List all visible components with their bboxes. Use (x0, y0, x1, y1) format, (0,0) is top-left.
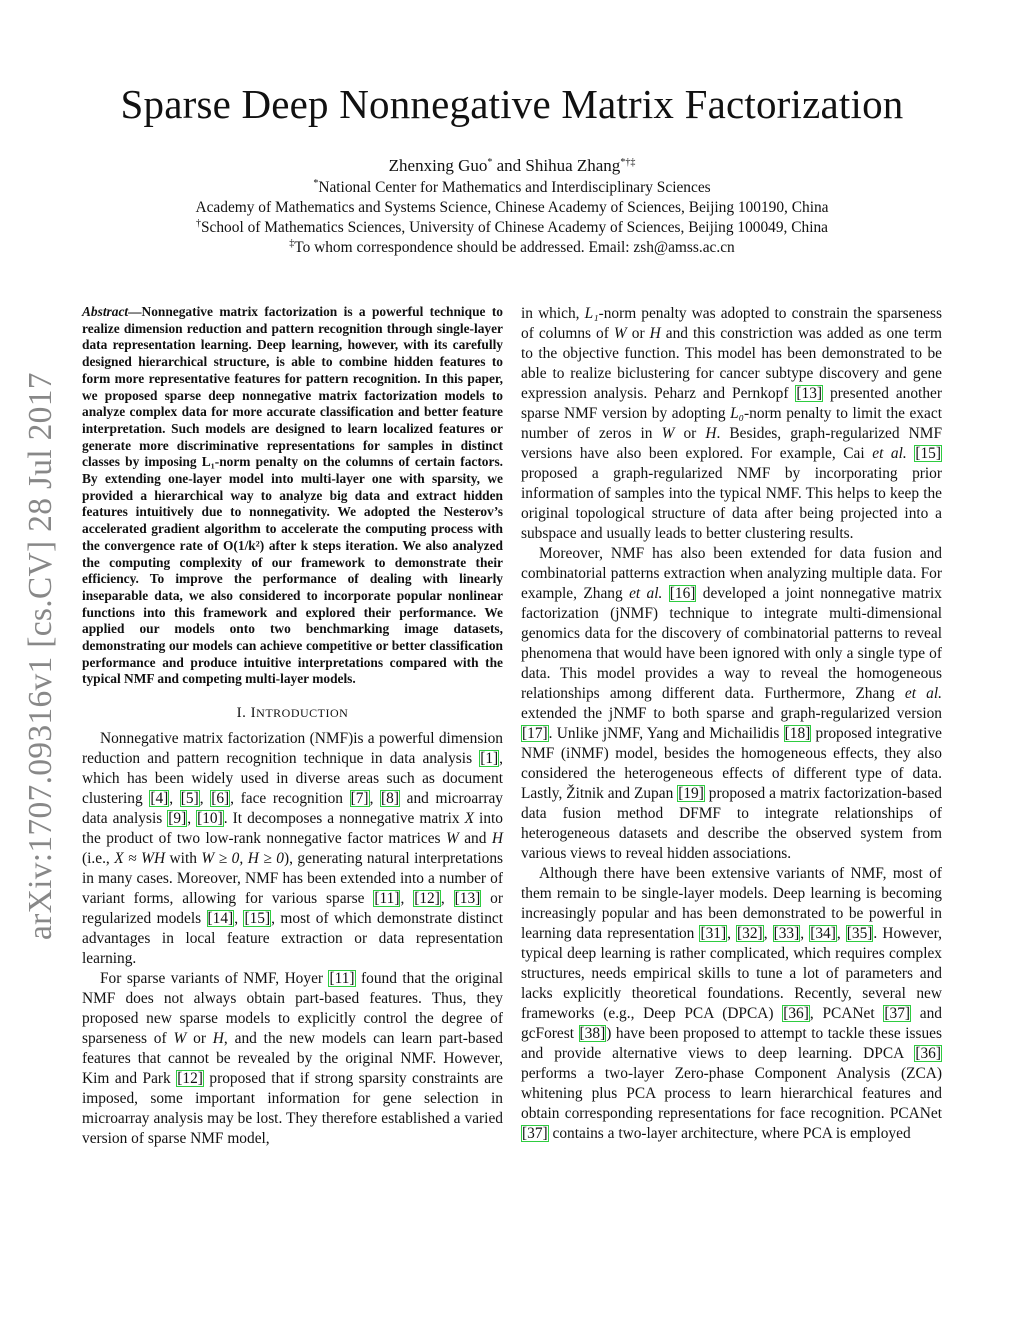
paper-title: Sparse Deep Nonnegative Matrix Factorization (120, 81, 904, 127)
body-text: . However, typical deep learning is rather complicated, which requires complex structures, needs empirical skills to tune a lot of parameters and lacks explicitly theoretical foundations. Recently, several new frameworks (e.g., Deep PCA (DPCA) (521, 925, 942, 1022)
body-text: in which, (521, 305, 585, 322)
citation-link[interactable]: [13] (796, 385, 823, 402)
body-text: , (763, 925, 773, 942)
citation-link[interactable]: [13] (454, 890, 481, 908)
body-text: , most of which demonstrate distinct advantages in local feature extraction or data representation learning. (82, 910, 503, 968)
body-text: , face recognition (230, 790, 350, 808)
body-text: . Besides, graph-regularized NMF versions have also been explored. For example, Cai (521, 425, 943, 462)
citation-link[interactable]: [14] (207, 910, 234, 928)
right-body-text (521, 304, 942, 1144)
body-text: and (458, 830, 492, 848)
body-text: or regularized models (82, 890, 504, 928)
body-text: , (187, 810, 197, 828)
math-symbol: L₁ (584, 305, 599, 322)
abstract-label: Abstract (82, 304, 129, 319)
math-symbol: H (212, 1030, 224, 1048)
body-text: , (727, 925, 737, 942)
affiliation-4-text: To whom correspondence should be addressed. Email: zsh@amss.ac.cn (294, 239, 735, 256)
body-text: and microarray data analysis (82, 790, 503, 828)
right-column (521, 304, 942, 1144)
citation-link[interactable]: [32] (737, 925, 763, 942)
body-text: , (234, 910, 244, 928)
body-text: performs a two-layer Zero-phase Component Analysis (ZCA) whitening plus PCA process to learn hierarchical features and obtain corresponding representations for face recognition. PCANet (521, 1065, 942, 1122)
paragraph (82, 729, 503, 969)
body-text: or (674, 425, 706, 442)
affiliation-3-mark: † (195, 218, 201, 229)
affiliation-1-mark: * (313, 178, 319, 189)
citation-link[interactable]: [17] (522, 725, 548, 742)
citation-link[interactable]: [37] (884, 1005, 911, 1022)
body-text: -norm penalty was adopted to constrain the sparseness of columns of (521, 305, 942, 342)
citation-link[interactable]: [34] (810, 925, 836, 942)
math-symbol: W (661, 425, 675, 442)
affiliation-2-text: Academy of Mathematics and Systems Science, Chinese Academy of Sciences, Beijing 100190, China (195, 199, 829, 216)
citation-link[interactable]: [16] (669, 585, 696, 602)
body-text: or (626, 325, 650, 342)
body-text: proposed integrative NMF (iNMF) model, besides the homogeneous effects, they also considered the heterogeneous effects of different type of data. Lastly, Žitnik and Zupan (521, 725, 942, 802)
body-text: , (199, 790, 211, 808)
body-text: contains a two-layer architecture, where PCA is employed (548, 1125, 911, 1142)
citation-link[interactable]: [11] (374, 890, 400, 908)
citation-link[interactable]: [36] (783, 1005, 809, 1022)
citation-link[interactable]: [35] (846, 925, 873, 942)
math-symbol: H (491, 830, 504, 848)
paragraph (521, 544, 942, 864)
author-2: Shihua Zhang (525, 156, 621, 175)
math-symbol: X ≈ WH (114, 850, 166, 868)
affiliation-3-text: School of Mathematics Sciences, University of Chinese Academy of Sciences, Beijing 100049, China (200, 219, 829, 236)
citation-link[interactable]: [36] (915, 1045, 941, 1062)
body-text (662, 585, 668, 602)
citation-link[interactable]: [8] (381, 790, 399, 808)
body-text: -norm penalty to limit the exact number of zeros in (521, 405, 942, 442)
math-symbol: H (705, 425, 717, 442)
body-text: ), generating natural interpretations in many cases. Moreover, NMF has been extended into a number of variant forms, allowing for various sparse (82, 850, 504, 908)
math-symbol: W (613, 325, 627, 342)
section-title-cap: I (250, 705, 257, 722)
affiliation-4 (0, 238, 1024, 258)
citation-link[interactable]: [31] (700, 925, 727, 942)
citation-link[interactable]: [7] (350, 790, 369, 808)
math-symbol: et al. (904, 685, 942, 702)
body-text: found that the original NMF does not always obtain part-based features. Thus, they proposed new sparse models to explicitly control the degree of sparseness of (82, 970, 503, 1048)
body-text: presented another sparse NMF version by adopting (521, 385, 942, 422)
citation-link[interactable]: [37] (522, 1125, 548, 1142)
left-body-text (82, 729, 503, 1149)
paragraph (82, 969, 503, 1149)
affiliation-1-text: National Center for Mathematics and Interdisciplinary Sciences (318, 179, 711, 196)
paragraph (521, 304, 942, 544)
body-text: Nonnegative matrix factorization (NMF)is a powerful dimension reduction and pattern recognition technique in data analysis (82, 730, 503, 768)
author-1-mark: * (487, 157, 493, 168)
math-symbol: X (464, 810, 475, 828)
section-title-rest: NTRODUCTION (256, 706, 349, 721)
citation-link[interactable]: [5] (180, 790, 199, 808)
author-2-marks: *†‡ (620, 157, 636, 168)
body-text: (i.e., (82, 850, 115, 868)
citation-link[interactable]: [4] (150, 790, 169, 808)
section-heading-introduction (82, 703, 503, 723)
affiliation-2 (0, 198, 1024, 218)
citation-link[interactable]: [12] (177, 1070, 203, 1088)
math-symbol: W (173, 1030, 187, 1048)
citation-link[interactable]: [9] (168, 810, 187, 828)
body-text: . Unlike jNMF, Yang and Michailidis (548, 725, 784, 742)
citation-link[interactable]: [11] (329, 970, 355, 988)
body-text: Although there have been extensive variants of NMF, most of them remain to be single-layer models. Deep learning is becoming increasingly popular and has been demonstrated to be powerful in learning data representation (521, 865, 942, 942)
author-line (0, 156, 1024, 176)
author-conjunction: and (496, 156, 522, 175)
citation-link[interactable]: [19] (678, 785, 704, 802)
body-text: , (400, 890, 414, 908)
left-column (82, 304, 503, 1149)
body-text: Moreover, NMF has also been extended for data fusion and combinatorial patterns extraction when analyzing multiple data. For example, Zhang (521, 545, 942, 602)
body-text: proposed that if strong sparsity constraints are imposed, some important information for gene selection in microarray analysis may be lost. They therefore established a varied version of sparse NMF model, (82, 1070, 503, 1148)
body-text: , which has been widely used in diverse areas such as document clustering (82, 750, 503, 808)
citation-link[interactable]: [38] (579, 1025, 606, 1042)
math-symbol: W ≥ 0, H ≥ 0 (201, 850, 284, 868)
affiliation-1 (0, 178, 1024, 198)
arxiv-identifier-stamp: arXiv:1707.09316v1 [cs.CV] 28 Jul 2017 (22, 372, 59, 940)
body-text: , (800, 925, 810, 942)
body-text: extended the jNMF to both sparse and graph-regularized version (521, 705, 942, 722)
paragraph (521, 864, 942, 1144)
abstract-text: —Nonnegative matrix factorization is a powerful technique to realize dimension reduction and pattern recognition through single-layer data representation learning. Deep learning, however, with its carefully designed hierarchical structure, is able to combine hidden features to form more representative features for pattern recognition. In this paper, we proposed sparse deep nonnegative matrix factorization models to analyze complex data for more accurate classification and better feature interpretation. Such models are designed to learn localized features or generate more discriminative representations for samples in distinct classes by imposing L₁-norm penalty on the columns of certain factors. By extending one-layer model into multi-layer one with sparsity, we provided a hierarchical way to analyze big data and extract hidden features intuitively due to nonnegativity. We adopted the Nesterov’s accelerated gradient algorithm to accelerate the computing process with the convergence rate of O(1/k²) after k steps iteration. We also analyzed the computing complexity of our framework to demonstrate their efficiency. To improve the performance of dealing with linearly inseparable data, we also considered to incorporate popular nonlinear functions into this framework and explored their performance. We applied our models onto two benchmarking image datasets, demonstrating our models can achieve competitive or better classification performance and produce intuitive interpretations compared with the typical NMF and competing multi-layer models. (82, 304, 503, 687)
body-text: For sparse variants of NMF, Hoyer (100, 970, 329, 988)
body-text: , (169, 790, 180, 808)
author-1: Zhenxing Guo (388, 156, 488, 175)
body-text: . It decomposes a nonnegative matrix (223, 810, 465, 828)
body-text: or (186, 1030, 213, 1048)
abstract (82, 304, 503, 688)
math-symbol: et al. (629, 585, 663, 602)
citation-link[interactable]: [18] (784, 725, 811, 742)
math-symbol: H (649, 325, 661, 342)
body-text: ) have been proposed to attempt to tackle these issues and provide alternative views to deep learning. DPCA (521, 1025, 942, 1062)
body-text: and gcForest (521, 1005, 942, 1042)
body-text: , and the new models can learn part-based features that cannot be revealed by the original NMF. However, Kim and Park (82, 1030, 503, 1088)
body-text: , (440, 890, 454, 908)
math-symbol: L₀ (730, 405, 745, 422)
body-text: with (165, 850, 202, 868)
affiliation-3 (0, 218, 1024, 238)
body-text: , (836, 925, 846, 942)
citation-link[interactable]: [1] (480, 750, 499, 768)
body-text: into the product of two low-rank nonnegative factor matrices (82, 810, 503, 848)
citation-link[interactable]: [10] (197, 810, 223, 828)
body-text: , (369, 790, 381, 808)
citation-link[interactable]: [15] (915, 445, 941, 462)
citation-link[interactable]: [6] (211, 790, 230, 808)
math-symbol: W (445, 830, 459, 848)
math-symbol: et al. (872, 445, 907, 462)
body-text: and this constriction was added as one term to the objective function. This model has been demonstrated to be able to realize biclustering for cancer subtype discovery and gene expression analysis. Peharz and Pernkopf (521, 325, 942, 402)
body-text: proposed a matrix factorization-based data fusion method DFMF to integrate relationships of heterogeneous datasets and describe the observed system from various views to reveal hidden associations. (521, 785, 942, 862)
body-text: , PCANet (809, 1005, 884, 1022)
citation-link[interactable]: [15] (244, 910, 271, 928)
affiliation-4-mark: ‡ (289, 238, 295, 249)
body-text: developed a joint nonnegative matrix factorization (jNMF) technique to integrate multi-dimensional genomics data for the discovery of combinatorial patterns to reveal phenomena that would have been ignored with only a single type of data. This model provides a way to reveal the homogeneous relationships among different data. Furthermore, Zhang (521, 585, 942, 702)
citation-link[interactable]: [33] (773, 925, 800, 942)
citation-link[interactable]: [12] (414, 890, 440, 908)
body-text: proposed a graph-regularized NMF by incorporating prior information of samples into the typical NMF. This helps to keep the original topological structure of data after being projected into a subspace and usually leads to better clustering results. (521, 465, 942, 542)
section-number: I. (236, 705, 247, 722)
